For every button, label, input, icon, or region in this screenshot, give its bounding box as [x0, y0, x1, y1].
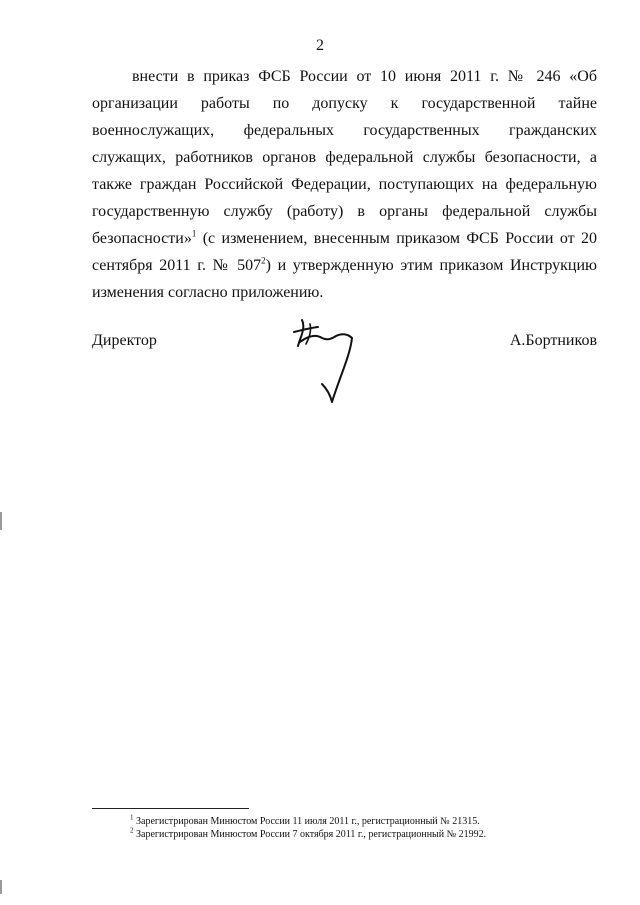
footnote-2: [130, 828, 600, 841]
footnote-ref-1: 1: [191, 228, 197, 239]
footnote-ref-2: 2: [261, 255, 266, 266]
page-number: 2: [316, 37, 324, 54]
paragraph-text-part-1: внести в приказ ФСБ России от 10 июня 2011 г. № 246 «Об организации работы по допуску к государственной тайне военнослужащих, федеральных государственных гражданских служащих, работников органов федеральной службы безопасности, а также граждан Российской Федерации, поступающих на федеральную государственную службу (работу) в органы федеральной службы безопасности»: [92, 68, 597, 247]
footnote-1: [130, 815, 600, 828]
paragraph-text-part-3: ) и утвержденную этим приказом Инструкцию изменения согласно приложению.: [92, 257, 597, 301]
footnote-number-1: 1: [130, 813, 134, 822]
main-paragraph: [92, 63, 597, 306]
signature-block: [92, 332, 597, 412]
handwritten-signature: [290, 314, 380, 406]
signatory-title: Директор: [92, 332, 157, 349]
signatory-name: А.Бортников: [509, 332, 597, 349]
footnote-text-1: Зарегистрирован Минюстом России 11 июля 2011 г., регистрационный № 21315.: [136, 816, 480, 827]
scan-edge-mark-top: [0, 512, 2, 530]
footnotes: [130, 815, 600, 841]
footnote-number-2: 2: [130, 826, 134, 835]
paragraph-text-part-2: (с изменением, внесенным приказом ФСБ России от 20 сентября 2011 г. № 507: [92, 230, 597, 274]
footnote-separator: [92, 808, 249, 809]
footnote-text-2: Зарегистрирован Минюстом России 7 октября 2011 г., регистрационный № 21992.: [136, 829, 487, 840]
scan-edge-mark-bottom: [0, 880, 2, 894]
